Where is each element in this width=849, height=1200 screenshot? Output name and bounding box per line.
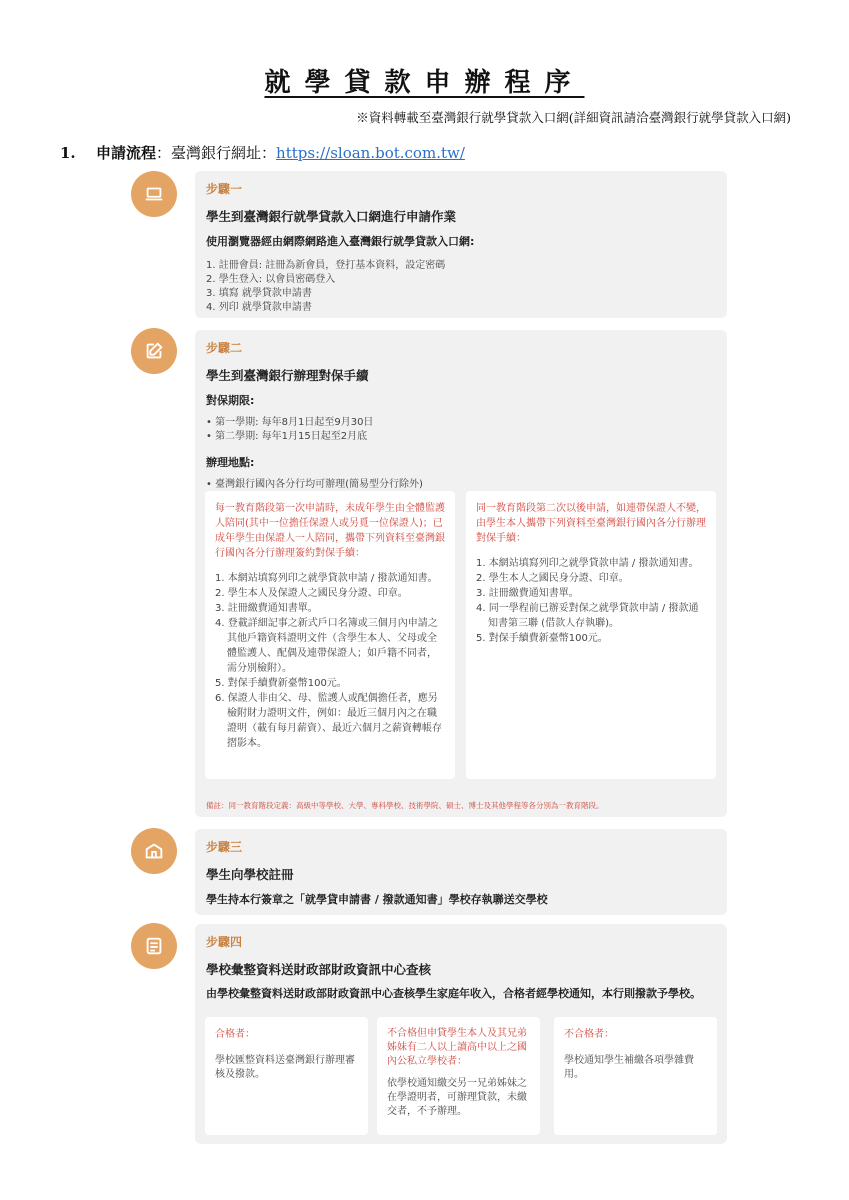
step4-card — [195, 924, 727, 1144]
step4-label: 步驟四 — [206, 935, 243, 949]
section-text: ：臺灣銀行網址： — [156, 144, 277, 162]
step3-card — [195, 829, 727, 915]
list-item: 2. 學生本人及保證人之國民身分證、印章。 — [215, 588, 408, 599]
list-item: 4. 同一學程前已辦妥對保之就學貸款申請 / 撥款通知書第三聯 (借款人存執聯)。 — [476, 603, 699, 629]
list-item: 4. 登載詳細記事之新式戶口名簿或三個月內申請之其他戶籍資料證明文件（含學生本人、父母或全體監護人、配偶及連帶保證人；如戶籍不同者，需分別檢附）。 — [215, 618, 438, 674]
result-box-fail — [554, 1017, 717, 1135]
edit-icon — [131, 328, 177, 374]
list-item: 3. 註冊繳費通知書單。 — [215, 603, 318, 614]
list-item: 4. 列印 就學貸款申請書 — [206, 302, 312, 313]
section-number: 1. — [60, 144, 76, 162]
step3-subtitle: 學生持本行簽章之「就學貸申請書 / 撥款通知書」學校存執聯送交學校 — [206, 893, 548, 906]
first-application-box — [205, 491, 455, 779]
step1-list — [206, 259, 716, 315]
list-item: 1. 本網站填寫列印之就學貸款申請 / 撥款通知書。 — [215, 573, 438, 584]
first-box-list — [215, 571, 445, 751]
list-item: 5. 對保手續費新臺幣100元。 — [215, 678, 347, 689]
page-title: 就學貸款申辦程序 — [264, 68, 585, 98]
step1-title: 學生到臺灣銀行就學貸款入口網進行申請作業 — [206, 209, 457, 224]
step4-subtitle: 由學校彙整資料送財政部財政資訊中心查核學生家庭年收入，合格者經學校通知，本行則撥款予學校。 — [206, 987, 701, 1000]
location-list — [206, 478, 716, 492]
first-box-intro: 每一教育階段第一次申請時，未成年學生由全體監護人陪同(其中一位擔任保證人或另覓一位保證人)；已成年學生由保證人一人陪同，攜帶下列資料至臺灣銀行國內各分行辦理簽約對保手續： — [215, 503, 445, 559]
step2-card — [195, 330, 727, 817]
step4-title: 學校彙整資料送財政部財政資訊中心查核 — [206, 962, 432, 977]
list-item: • 臺灣銀行國內各分行均可辦理(簡易型分行除外) — [206, 478, 716, 492]
bank-url-link[interactable]: https://sloan.bot.com.tw/ — [276, 144, 465, 162]
list-item: 3. 填寫 就學貸款申請書 — [206, 288, 312, 299]
subsequent-application-box — [466, 491, 716, 779]
step3-title: 學生向學校註冊 — [206, 867, 294, 882]
checklist-icon — [131, 923, 177, 969]
step2-label: 步驟二 — [206, 341, 243, 355]
list-item: 3. 註冊繳費通知書單。 — [476, 588, 579, 599]
location-heading: 辦理地點: — [206, 456, 255, 469]
sibling-heading: 不合格但申貸學生本人及其兄弟姊妹有二人以上讀高中以上之國內公私立學校者： — [387, 1028, 527, 1067]
list-item: 6. 保證人非由父、母、監護人或配偶擔任者，應另檢附財力證明文件，例如：最近三個月內之在職證明（載有每月薪資）、最近六個月之薪資轉帳存摺影本。 — [215, 693, 442, 749]
list-item: 1. 本網站填寫列印之就學貸款申請 / 撥款通知書。 — [476, 558, 699, 569]
list-item: • 第一學期: 每年8月1日起至9月30日 — [206, 416, 716, 430]
sibling-body: 依學校通知繳交另一兄弟姊妹之在學證明者，可辦理貸款，未繳交者，不予辦理。 — [387, 1078, 527, 1117]
step2-note: 備註：同一教育階段定義：高級中等學校、大學、專科學校、技術學院、碩士、博士及其他學程等各分別為一教育階段。 — [206, 801, 604, 810]
school-icon — [131, 828, 177, 874]
step3-label: 步驟三 — [206, 840, 243, 854]
source-note: ※資料轉載至臺灣銀行就學貸款入口網(詳細資訊請洽臺灣銀行就學貸款入口網) — [356, 110, 791, 125]
list-item: 5. 對保手續費新臺幣100元。 — [476, 633, 608, 644]
fail-body: 學校通知學生補繳各項學雜費用。 — [564, 1055, 694, 1080]
fail-heading: 不合格者： — [564, 1029, 614, 1040]
result-box-sibling — [377, 1017, 540, 1135]
period-heading: 對保期限: — [206, 394, 255, 407]
second-box-intro: 同一教育階段第二次以後申請，如連帶保證人不變，由學生本人攜帶下列資料至臺灣銀行國內各分行辦理對保手續： — [476, 503, 706, 544]
list-item: • 第二學期: 每年1月15日起至2月底 — [206, 430, 716, 444]
step1-card — [195, 171, 727, 318]
step1-label: 步驟一 — [206, 182, 243, 196]
list-item: 2. 學生登入: 以會員密碼登入 — [206, 274, 336, 285]
list-item: 1. 註冊會員: 註冊為新會員，登打基本資料，設定密碼 — [206, 260, 446, 271]
pass-heading: 合格者： — [215, 1029, 255, 1040]
step1-subtitle: 使用瀏覽器經由網際網路進入臺灣銀行就學貸款入口網: — [206, 235, 475, 248]
result-box-pass — [205, 1017, 368, 1135]
pass-body: 學校匯整資料送臺灣銀行辦理審核及撥款。 — [215, 1055, 355, 1080]
period-list — [206, 416, 716, 444]
section-heading — [60, 142, 465, 163]
section-label: 申請流程 — [96, 144, 157, 162]
step2-title: 學生到臺灣銀行辦理對保手續 — [206, 368, 369, 383]
second-box-list — [476, 556, 706, 646]
laptop-icon — [131, 171, 177, 217]
list-item: 2. 學生本人之國民身分證、印章。 — [476, 573, 629, 584]
